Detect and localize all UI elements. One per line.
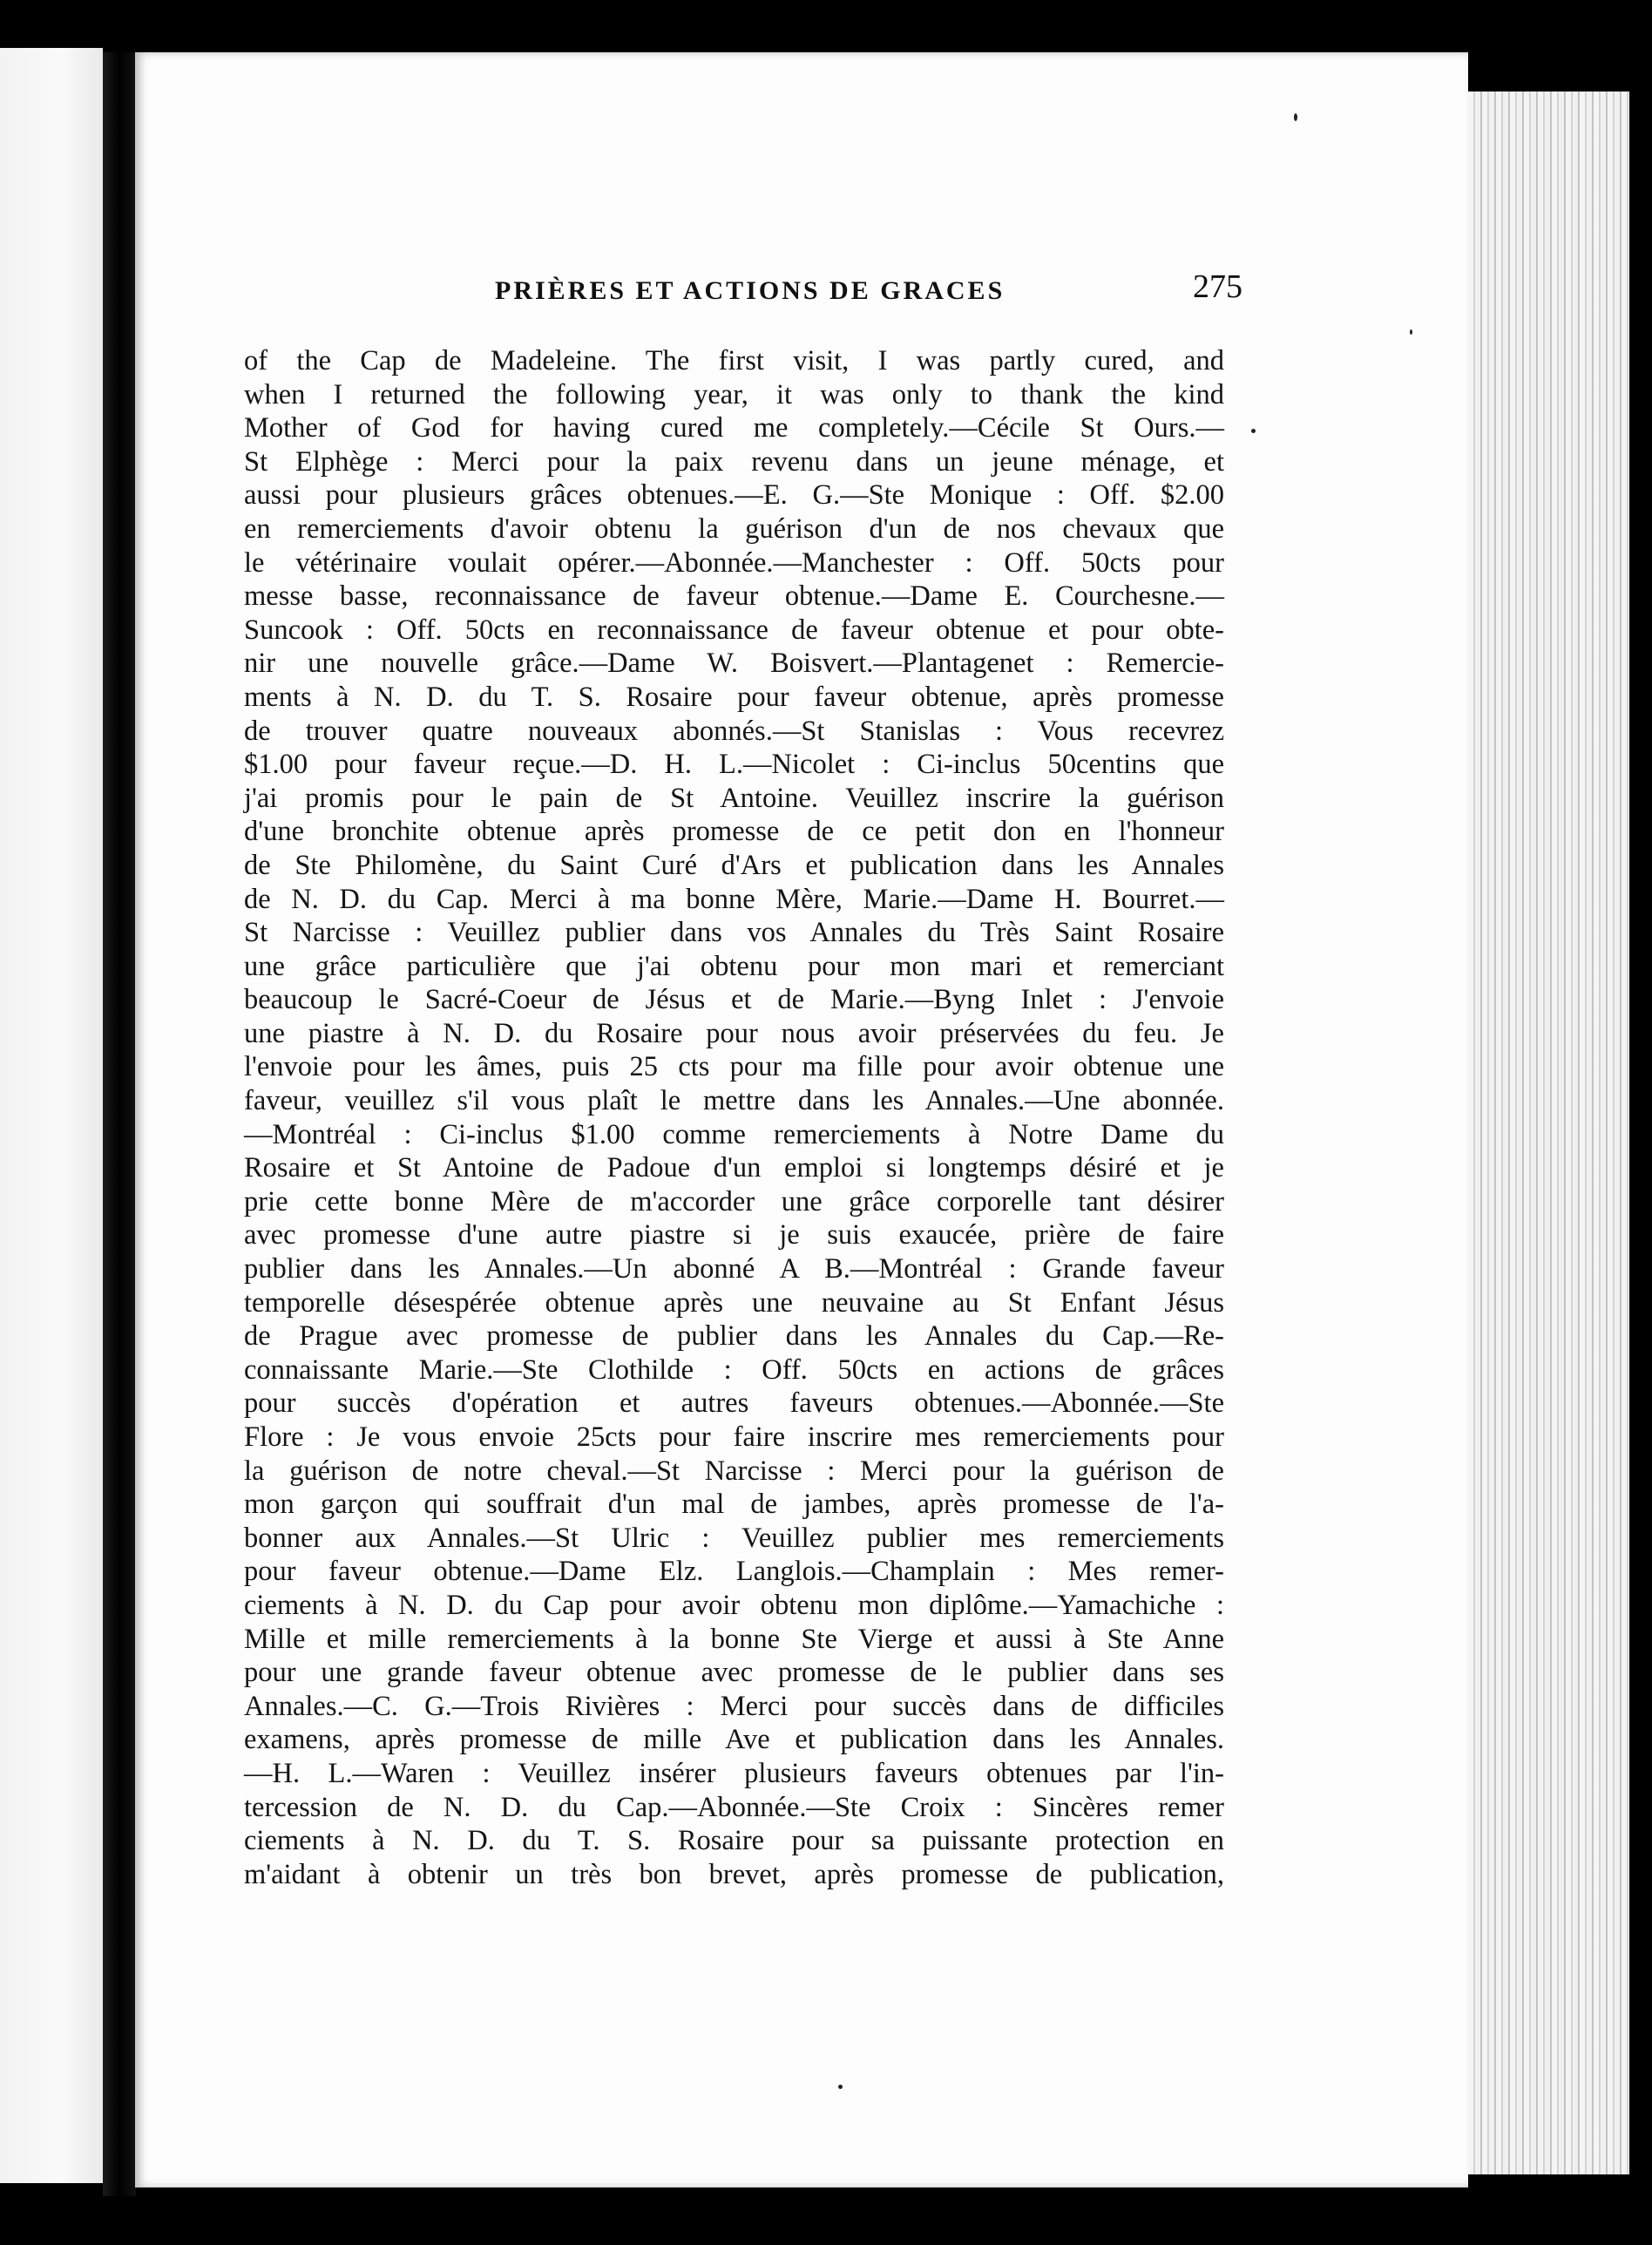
text-line: nir une nouvelle grâce.—Dame W. Boisvert.—Plantagenet : Remercie- bbox=[244, 648, 1224, 680]
text-line: bonner aux Annales.—St Ulric : Veuillez publier mes remerciements bbox=[244, 1522, 1224, 1554]
running-title: PRIÈRES ET ACTIONS DE GRACES bbox=[495, 276, 1005, 305]
text-line: en remerciements d'avoir obtenu la guérison d'un de nos chevaux que bbox=[244, 512, 1224, 545]
text-line: messe basse, reconnaissance de faveur obtenue.—Dame E. Courchesne.— bbox=[244, 580, 1224, 613]
text-line: d'une bronchite obtenue après promesse de ce petit don en l'honneur bbox=[244, 816, 1224, 848]
text-line: beaucoup le Sacré-Coeur de Jésus et de Marie.—Byng Inlet : J'envoie bbox=[244, 984, 1224, 1016]
text-line: Mille et mille remerciements à la bonne Ste Vierge et aussi à Ste Anne bbox=[244, 1623, 1224, 1655]
text-line: Annales.—C. G.—Trois Rivières : Merci pour succès dans de difficiles bbox=[244, 1690, 1224, 1722]
text-line: temporelle désespérée obtenue après une neuvaine au St Enfant Jésus bbox=[244, 1286, 1224, 1319]
page-edges-stack bbox=[1468, 92, 1629, 2174]
text-line: de trouver quatre nouveaux abonnés.—St Stanislas : Vous recevrez bbox=[244, 715, 1224, 747]
text-line: aussi pour plusieurs grâces obtenues.—E. G.—Ste Monique : Off. $2.00 bbox=[244, 479, 1224, 512]
text-line: mon garçon qui souffrait d'un mal de jambes, après promesse de l'a- bbox=[244, 1489, 1224, 1521]
text-line: ciements à N. D. du Cap pour avoir obtenu mon diplôme.—Yamachiche : bbox=[244, 1589, 1224, 1621]
text-line: St Elphège : Merci pour la paix revenu dans un jeune ménage, et bbox=[244, 445, 1224, 478]
body-text bbox=[244, 344, 1224, 1891]
scan-speck bbox=[838, 2085, 843, 2089]
text-line: —H. L.—Waren : Veuillez insérer plusieurs faveurs obtenues par l'in- bbox=[244, 1757, 1224, 1789]
text-line: faveur, veuillez s'il vous plaît le mettre dans les Annales.—Une abonnée. bbox=[244, 1085, 1224, 1117]
text-line: de Ste Philomène, du Saint Curé d'Ars et publication dans les Annales bbox=[244, 849, 1224, 881]
text-line: tercession de N. D. du Cap.—Abonnée.—Ste Croix : Sincères remer bbox=[244, 1791, 1224, 1823]
text-line: examens, après promesse de mille Ave et publication dans les Annales. bbox=[244, 1724, 1224, 1756]
text-line: m'aidant à obtenir un très bon brevet, après promesse de publication, bbox=[244, 1858, 1224, 1890]
text-line: when I returned the following year, it was only to thank the kind bbox=[244, 378, 1224, 410]
scan-speck bbox=[1294, 113, 1297, 121]
text-line: de N. D. du Cap. Merci à ma bonne Mère, Marie.—Dame H. Bourret.— bbox=[244, 883, 1224, 915]
scan-speck bbox=[1410, 329, 1412, 335]
text-line: pour faveur obtenue.—Dame Elz. Langlois.—Champlain : Mes remer- bbox=[244, 1556, 1224, 1588]
text-line: Mother of God for having cured me completely.—Cécile St Ours.— bbox=[244, 412, 1224, 444]
text-line: avec promesse d'une autre piastre si je suis exaucée, prière de faire bbox=[244, 1219, 1224, 1251]
text-line: une piastre à N. D. du Rosaire pour nous avoir préservées du feu. Je bbox=[244, 1017, 1224, 1049]
text-line: Rosaire et St Antoine de Padoue d'un emploi si longtemps désiré et je bbox=[244, 1152, 1224, 1184]
previous-page-edge bbox=[0, 48, 103, 2183]
text-line: $1.00 pour faveur reçue.—D. H. L.—Nicolet : Ci-inclus 50centins que bbox=[244, 749, 1224, 781]
page-number: 275 bbox=[1193, 268, 1242, 305]
text-line: pour une grande faveur obtenue avec promesse de le publier dans ses bbox=[244, 1657, 1224, 1689]
text-line: le vétérinaire voulait opérer.—Abonnée.—Manchester : Off. 50cts pour bbox=[244, 546, 1224, 579]
book-gutter bbox=[103, 52, 136, 2196]
text-line: une grâce particulière que j'ai obtenu pour mon mari et remerciant bbox=[244, 950, 1224, 982]
text-line: Flore : Je vous envoie 25cts pour faire inscrire mes remerciements pour bbox=[244, 1421, 1224, 1453]
text-line: connaissante Marie.—Ste Clothilde : Off. 50cts en actions de grâces bbox=[244, 1353, 1224, 1386]
scan-speck bbox=[1251, 429, 1256, 433]
text-line: de Prague avec promesse de publier dans les Annales du Cap.—Re- bbox=[244, 1320, 1224, 1353]
text-line: j'ai promis pour le pain de St Antoine. Veuillez inscrire la guérison bbox=[244, 782, 1224, 814]
text-line: la guérison de notre cheval.—St Narcisse : Merci pour la guérison de bbox=[244, 1455, 1224, 1487]
page-header bbox=[495, 268, 1242, 325]
text-line: Suncook : Off. 50cts en reconnaissance de faveur obtenue et pour obte- bbox=[244, 614, 1224, 646]
text-line: publier dans les Annales.—Un abonné A B.—Montréal : Grande faveur bbox=[244, 1253, 1224, 1285]
text-line: ments à N. D. du T. S. Rosaire pour faveur obtenue, après promesse bbox=[244, 681, 1224, 713]
text-line: —Montréal : Ci-inclus $1.00 comme remerciements à Notre Dame du bbox=[244, 1118, 1224, 1150]
text-line: ciements à N. D. du T. S. Rosaire pour sa puissante protection en bbox=[244, 1825, 1224, 1857]
text-line: St Narcisse : Veuillez publier dans vos Annales du Très Saint Rosaire bbox=[244, 917, 1224, 949]
text-line: of the Cap de Madeleine. The first visit, I was partly cured, and bbox=[244, 345, 1224, 376]
text-line: pour succès d'opération et autres faveurs obtenues.—Abonnée.—Ste bbox=[244, 1387, 1224, 1420]
text-line: l'envoie pour les âmes, puis 25 cts pour ma fille pour avoir obtenue une bbox=[244, 1051, 1224, 1083]
text-line: prie cette bonne Mère de m'accorder une grâce corporelle tant désirer bbox=[244, 1185, 1224, 1217]
